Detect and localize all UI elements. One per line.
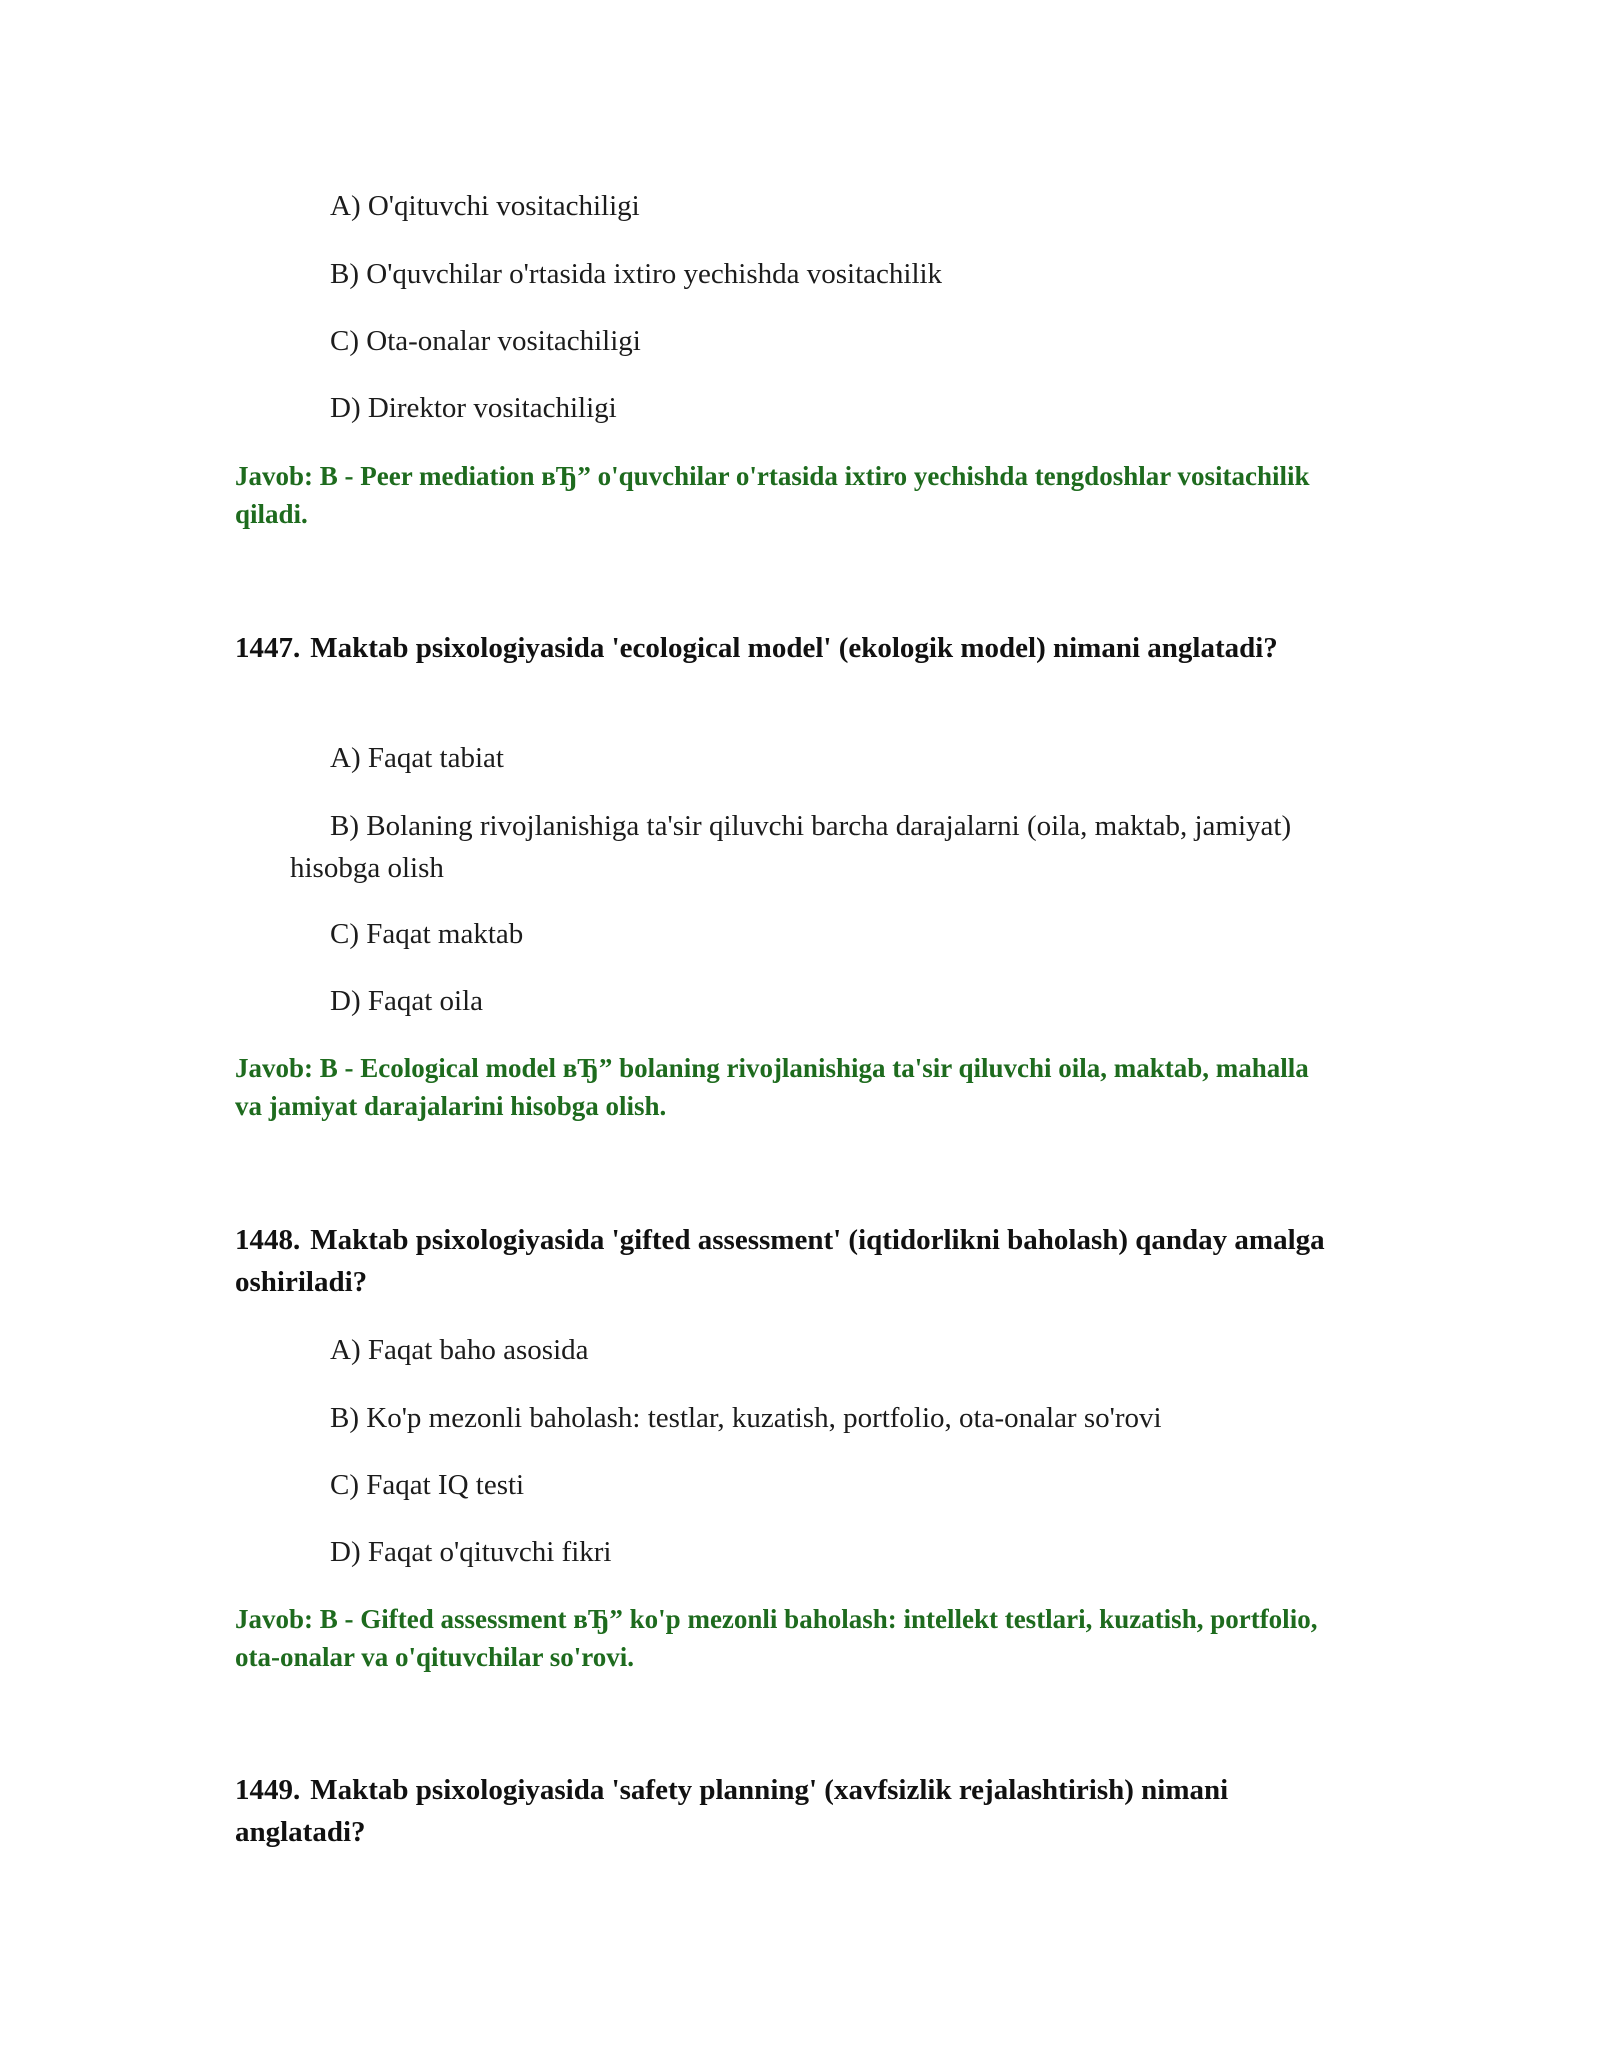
answer-1447: Javob: B - Ecological model вЂ” bolaning rivojlanishiga ta'sir qiluvchi oila, maktab, mahalla va jamiyat darajalarini hisobga olish.: [235, 1053, 1309, 1121]
option-1446-c: C) Ota-onalar vositachiligi: [330, 325, 641, 357]
option-1447-c: C) Faqat maktab: [330, 918, 524, 950]
option-1446-d: D) Direktor vositachiligi: [330, 392, 617, 424]
option-1448-c: C) Faqat IQ testi: [330, 1469, 525, 1501]
question-number: 1448.: [235, 1224, 301, 1256]
answer-1448: Javob: B - Gifted assessment вЂ” ko'p mezonli baholash: intellekt testlari, kuzatish, portfolio, ota-onalar va o'qituvchilar so'rovi.: [235, 1604, 1318, 1672]
question-text: Maktab psixologiyasida 'ecological model' (ekologik model) nimani anglatadi?: [310, 632, 1278, 664]
question-number: 1449.: [235, 1774, 301, 1806]
option-1448-a: A) Faqat baho asosida: [330, 1334, 589, 1366]
option-1447-b: B) Bolaning rivojlanishiga ta'sir qiluvchi barcha darajalarni (oila, maktab, jamiyat) hisobga olish: [290, 810, 1292, 884]
question-text: Maktab psixologiyasida 'safety planning' (xavfsizlik rejalashtirish) nimani anglatadi?: [235, 1774, 1229, 1848]
option-1448-d: D) Faqat o'qituvchi fikri: [330, 1536, 612, 1568]
question-1449: [235, 1769, 1345, 1853]
question-1447: [235, 627, 1345, 669]
option-1447-a: A) Faqat tabiat: [330, 742, 504, 774]
option-1446-a: A) O'qituvchi vositachiligi: [330, 190, 640, 222]
question-text: Maktab psixologiyasida 'gifted assessment' (iqtidorlikni baholash) qanday amalga oshiriladi?: [235, 1224, 1325, 1298]
question-1448: [235, 1219, 1345, 1303]
answer-1446: Javob: B - Peer mediation вЂ” o'quvchilar o'rtasida ixtiro yechishda tengdoshlar vositachilik qiladi.: [235, 461, 1310, 529]
option-1446-b: B) O'quvchilar o'rtasida ixtiro yechishda vositachilik: [330, 258, 943, 290]
option-1447-d: D) Faqat oila: [330, 985, 484, 1017]
option-1448-b: B) Ko'p mezonli baholash: testlar, kuzatish, portfolio, ota-onalar so'rovi: [330, 1402, 1162, 1434]
question-number: 1447.: [235, 632, 301, 664]
